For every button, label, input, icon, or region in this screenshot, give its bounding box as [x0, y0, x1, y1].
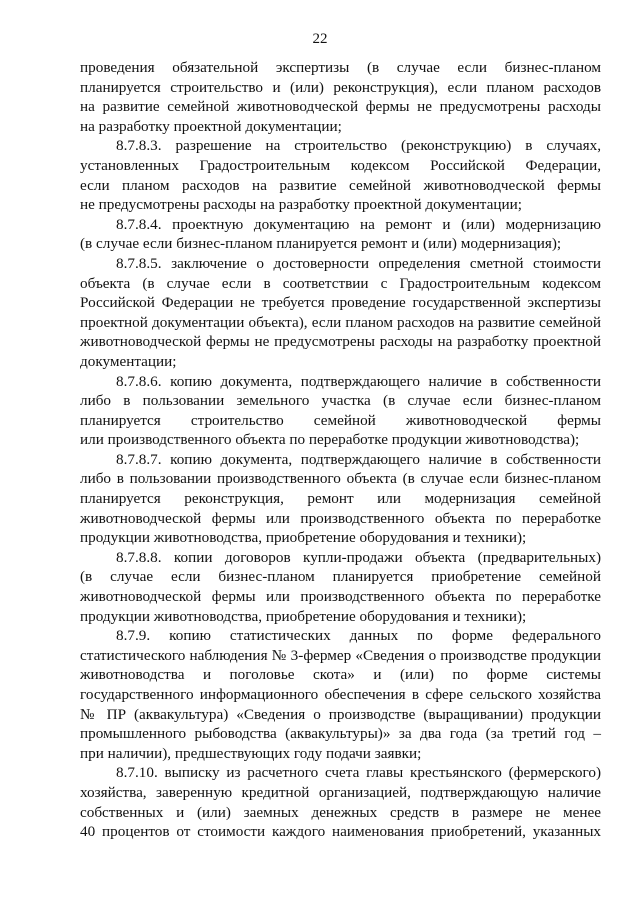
text-line: 8.7.8.3. разрешение на строительство (реконструкцию) в случаях, [116, 137, 601, 155]
text-line: объекта (в случае если в соответствии с Градостроительным кодексом [80, 274, 601, 292]
paragraph [80, 450, 601, 548]
text-line: 8.7.8.7. копию документа, подтверждающего наличие в собственности [116, 450, 601, 468]
text-line: не предусмотрены расходы на разработку проектной документации; [80, 196, 522, 214]
text-line: продукции животноводства, приобретение оборудования и техники); [80, 529, 527, 547]
text-line: проведения обязательной экспертизы (в случае если бизнес-планом [80, 59, 601, 76]
text-line: на разработку проектной документации; [80, 117, 342, 135]
text-line: 8.7.10. выписку из расчетного счета главы крестьянского (фермерского) [116, 764, 601, 782]
paragraph [80, 58, 601, 136]
text-line: (в случае если бизнес-планом планируется ремонт и (или) модернизация); [80, 235, 562, 253]
text-line: Российской Федерации не требуется проведение государственной экспертизы [80, 294, 601, 312]
text-line: планируется строительство семейной животноводческой фермы [80, 411, 601, 429]
text-line: продукции животноводства, приобретение оборудования и техники); [80, 607, 527, 625]
text-line: 8.7.9. копию статистических данных по форме федерального [116, 627, 601, 645]
text-line: статистического наблюдения № 3-фермер «Сведения о производстве продукции [80, 646, 601, 664]
text-line: либо в пользовании земельного участка (в случае если бизнес-планом [80, 392, 601, 410]
text-line: 8.7.8.6. копию документа, подтверждающего наличие в собственности [116, 372, 601, 390]
text-line: животноводческой фермы или производственного объекта по переработке [80, 588, 601, 606]
paragraph [80, 215, 601, 254]
text-line: промышленного рыбоводства (аквакультуры)» за два года (за третий год – [80, 725, 601, 743]
text-line: животноводства и поголовье скота» и (или) по форме системы [80, 666, 601, 684]
text-line: проектной документации объекта), если планом расходов на развитие семейной [80, 313, 601, 331]
text-line: государственного информационного обеспечения в сфере сельского хозяйства [80, 686, 601, 703]
text-line: собственных и (или) заемных денежных средств в размере не менее [80, 803, 601, 821]
text-line: документации; [80, 352, 177, 370]
paragraph [80, 763, 601, 841]
text-line: либо в пользовании производственного объекта (в случае если бизнес-планом [80, 470, 601, 488]
text-line: установленных Градостроительным кодексом Российской Федерации, [80, 156, 601, 174]
paragraph [80, 254, 601, 372]
text-line: (в случае если бизнес-планом планируется приобретение семейной [80, 568, 601, 586]
text-line: если планом расходов на развитие семейной животноводческой фермы [80, 176, 601, 194]
text-line: или производственного объекта по переработке продукции животноводства); [80, 431, 580, 449]
text-line: животноводческой фермы или производственного объекта по переработке [80, 509, 601, 527]
paragraph [80, 372, 601, 450]
paragraph [80, 626, 601, 763]
text-line: № ПР (аквакультура) «Сведения о производстве (выращивании) продукции [80, 705, 601, 723]
text-line: хозяйства, заверенную кредитной организацией, подтверждающую наличие [80, 783, 601, 801]
text-line: планируется реконструкция, ремонт или модернизация семейной [80, 490, 601, 508]
text-line: планируется строительство и (или) реконструкция), если планом расходов [80, 78, 601, 96]
text-line: животноводческой фермы не предусмотрены расходы на разработку проектной [80, 333, 601, 351]
document-body [80, 58, 601, 842]
text-line: 8.7.8.8. копии договоров купли-продажи объекта (предварительных) [116, 548, 601, 566]
paragraph [80, 548, 601, 626]
text-line: 8.7.8.5. заключение о достоверности определения сметной стоимости [116, 254, 601, 272]
text-line: 40 процентов от стоимости каждого наименования приобретений, указанных [80, 823, 601, 841]
text-line: при наличии), предшествующих году подачи заявки; [80, 744, 422, 762]
text-line: на развитие семейной животноводческой фермы не предусмотрены расходы [80, 98, 601, 116]
text-line: 8.7.8.4. проектную документацию на ремонт и (или) модернизацию [116, 215, 601, 233]
paragraph [80, 136, 601, 214]
page-number: 22 [312, 31, 328, 47]
